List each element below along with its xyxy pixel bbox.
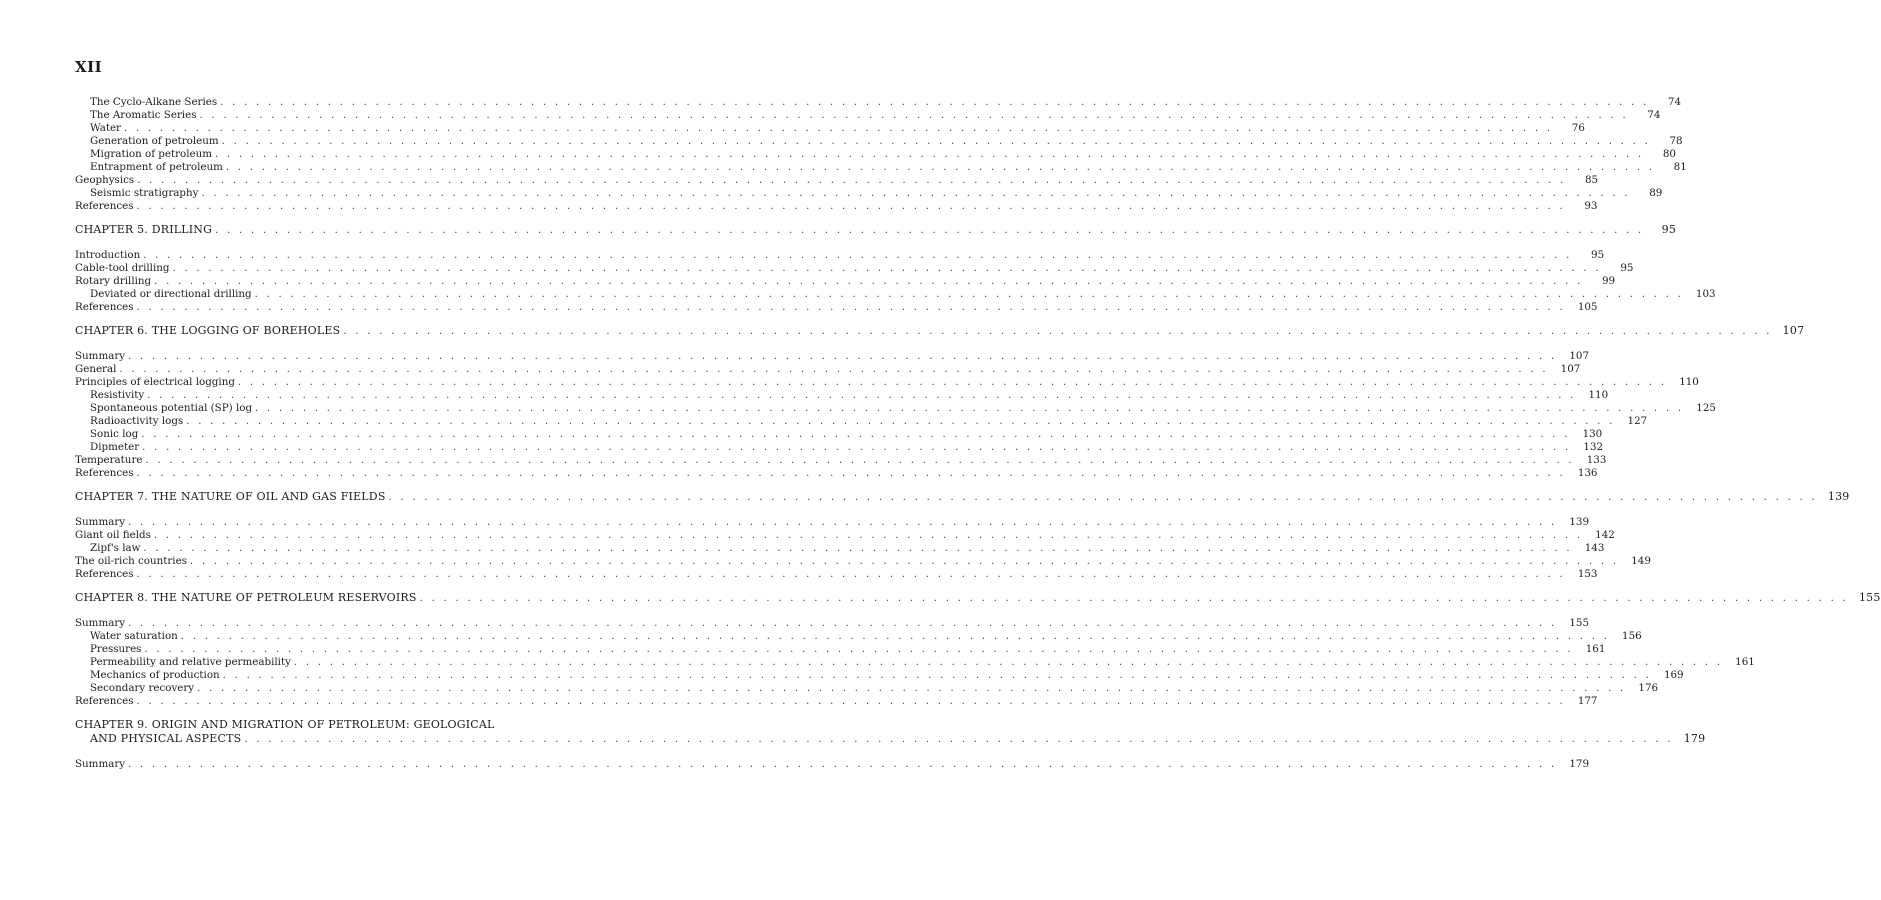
toc-entry-page: 149: [1631, 555, 1651, 567]
chapter-heading-line2: [75, 732, 1706, 746]
dot-leader: . . . . . . . . . . . . . . . . . . . . . . . . . . . . . . . . . . . . . . . . . . . . . . . . . . . . . . . . . . . . . . . . . . . . . . . . . . . . . . . . . . . . . . . . . . . . . . . . . . . . . . . . . . . . . . . . . . . . . . . .: [220, 97, 1650, 108]
toc-entry-page: 95: [1620, 262, 1634, 274]
toc-entry-page: 130: [1582, 428, 1603, 440]
toc-entry: [75, 669, 1684, 682]
toc-entry-title: Summary: [75, 516, 126, 528]
toc-entry-title: Temperature: [75, 454, 143, 466]
toc-entry-page: 80: [1662, 148, 1676, 160]
toc-entry: [75, 568, 1598, 581]
dot-leader: . . . . . . . . . . . . . . . . . . . . . . . . . . . . . . . . . . . . . . . . . . . . . . . . . . . . . . . . . . . . . . . . . . . . . . . . . . . . . . . . . . . . . . . . . . . . . . . . . . . . . . . . . . . . . . . . . . . . . . . .: [119, 364, 1549, 375]
dot-leader: . . . . . . . . . . . . . . . . . . . . . . . . . . . . . . . . . . . . . . . . . . . . . . . . . . . . . . . . . . . . . . . . . . . . . . . . . . . . . . . . . . . . . . . . . . . . . . . . . . . . . . . . . . . . . . . . . . . . . . . .: [254, 289, 1684, 300]
toc-entry: [75, 617, 1590, 630]
toc-entry-title: Summary: [75, 617, 126, 629]
toc-entry-title: The Aromatic Series: [90, 109, 197, 121]
toc-entry-page: 89: [1649, 187, 1663, 199]
toc-entry-title: The oil-rich countries: [75, 555, 187, 567]
toc-entry-page: 105: [1577, 301, 1598, 313]
dot-leader: . . . . . . . . . . . . . . . . . . . . . . . . . . . . . . . . . . . . . . . . . . . . . . . . . . . . . . . . . . . . . . . . . . . . . . . . . . . . . . . . . . . . . . . . . . . . . . . . . . . . . . . . . . . . . . . . . . . . . . . .: [128, 351, 1558, 362]
toc-entry: [75, 376, 1699, 389]
toc-entry-page: 93: [1584, 200, 1598, 212]
dot-leader: . . . . . . . . . . . . . . . . . . . . . . . . . . . . . . . . . . . . . . . . . . . . . . . . . . . . . . . . . . . . . . . . . . . . . . . . . . . . . . . . . . . . . . . . . . . . . . . . . . . . . . . . . . . . . . . . . . . . . . . .: [293, 657, 1723, 668]
toc-entry-page: 76: [1571, 122, 1585, 134]
dot-leader: . . . . . . . . . . . . . . . . . . . . . . . . . . . . . . . . . . . . . . . . . . . . . . . . . . . . . . . . . . . . . . . . . . . . . . . . . . . . . . . . . . . . . . . . . . . . . . . . . . . . . . . . . . . . . . . . . . . . . . . .: [199, 110, 1629, 121]
toc-entry-title: AND PHYSICAL ASPECTS: [90, 732, 242, 745]
toc-entry-page: 179: [1569, 758, 1590, 770]
toc-entry-title: Cable-tool drilling: [75, 262, 170, 274]
toc-entry: [75, 415, 1648, 428]
toc-entry-page: 176: [1638, 682, 1659, 694]
toc-entry-page: 136: [1577, 467, 1598, 479]
toc-entry: [75, 288, 1716, 301]
toc-entry-title: Zipf's law: [90, 542, 141, 554]
table-of-contents: [75, 96, 1881, 771]
toc-entry: [75, 402, 1716, 415]
dot-leader: . . . . . . . . . . . . . . . . . . . . . . . . . . . . . . . . . . . . . . . . . . . . . . . . . . . . . . . . . . . . . . . . . . . . . . . . . . . . . . . . . . . . . . . . . . . . . . . . . . . . . . . . . . . . . . . . . . . . . . . .: [201, 188, 1631, 199]
toc-entry-page: 95: [1591, 249, 1605, 261]
toc-entry-title: Deviated or directional drilling: [90, 288, 252, 300]
toc-entry: [75, 441, 1604, 454]
toc-entry: [75, 262, 1634, 275]
toc-entry-title: References: [75, 200, 134, 212]
dot-leader: . . . . . . . . . . . . . . . . . . . . . . . . . . . . . . . . . . . . . . . . . . . . . . . . . . . . . . . . . . . . . . . . . . . . . . . . . . . . . . . . . . . . . . . . . . . . . . . . . . . . . . . . . . . . . . . . . . . . . . . .: [137, 175, 1567, 186]
dot-leader: . . . . . . . . . . . . . . . . . . . . . . . . . . . . . . . . . . . . . . . . . . . . . . . . . . . . . . . . . . . . . . . . . . . . . . . . . . . . . . . . . . . . . . . . . . . . . . . . . . . . . . . . . . . . . . . . . . . . . . . .: [143, 250, 1573, 261]
toc-entry-title: References: [75, 568, 134, 580]
toc-entry: [75, 275, 1616, 288]
toc-entry: [75, 758, 1590, 771]
dot-leader: . . . . . . . . . . . . . . . . . . . . . . . . . . . . . . . . . . . . . . . . . . . . . . . . . . . . . . . . . . . . . . . . . . . . . . . . . . . . . . . . . . . . . . . . . . . . . . . . . . . . . . . . . . . . . . . . . . . . . . . .: [143, 543, 1573, 554]
dot-leader: . . . . . . . . . . . . . . . . . . . . . . . . . . . . . . . . . . . . . . . . . . . . . . . . . . . . . . . . . . . . . . . . . . . . . . . . . . . . . . . . . . . . . . . . . . . . . . . . . . . . . . . . . . . . . . . . . . . . . . . .: [255, 403, 1684, 414]
toc-entry-page: 78: [1669, 135, 1683, 147]
toc-entry: [75, 389, 1609, 402]
toc-entry-page: 177: [1577, 695, 1598, 707]
dot-leader: . . . . . . . . . . . . . . . . . . . . . . . . . . . . . . . . . . . . . . . . . . . . . . . . . . . . . . . . . . . . . . . . . . . . . . . . . . . . . . . . . . . . . . . . . . . . . . . . . . . . . . . . . . . . . . . . . . . . . . . .: [388, 492, 1818, 503]
toc-entry-title: References: [75, 467, 134, 479]
toc-entry-page: 125: [1696, 402, 1716, 414]
toc-entry-title: General: [75, 363, 117, 375]
toc-entry-page: 155: [1858, 591, 1881, 604]
dot-leader: . . . . . . . . . . . . . . . . . . . . . . . . . . . . . . . . . . . . . . . . . . . . . . . . . . . . . . . . . . . . . . . . . . . . . . . . . . . . . . . . . . . . . . . . . . . . . . . . . . . . . . . . . . . . . . . . . . . . . . . .: [172, 263, 1602, 274]
dot-leader: . . . . . . . . . . . . . . . . . . . . . . . . . . . . . . . . . . . . . . . . . . . . . . . . . . . . . . . . . . . . . . . . . . . . . . . . . . . . . . . . . . . . . . . . . . . . . . . . . . . . . . . . . . . . . . . . . . . . . . . .: [153, 530, 1583, 541]
toc-entry-title: CHAPTER 8. THE NATURE OF PETROLEUM RESERVOIRS: [75, 591, 417, 604]
dot-leader: . . . . . . . . . . . . . . . . . . . . . . . . . . . . . . . . . . . . . . . . . . . . . . . . . . . . . . . . . . . . . . . . . . . . . . . . . . . . . . . . . . . . . . . . . . . . . . . . . . . . . . . . . . . . . . . . . . . . . . . .: [128, 517, 1558, 528]
toc-entry: [75, 454, 1607, 467]
toc-entry-page: 81: [1673, 161, 1687, 173]
toc-entry: [75, 187, 1663, 200]
chapter-heading: [75, 223, 1677, 237]
toc-entry-page: 142: [1595, 529, 1615, 541]
dot-leader: . . . . . . . . . . . . . . . . . . . . . . . . . . . . . . . . . . . . . . . . . . . . . . . . . . . . . . . . . . . . . . . . . . . . . . . . . . . . . . . . . . . . . . . . . . . . . . . . . . . . . . . . . . . . . . . . . . . . . . . .: [136, 468, 1566, 479]
toc-entry-title: Secondary recovery: [90, 682, 195, 694]
toc-entry-title: Permeability and relative permeability: [90, 656, 291, 668]
toc-entry-title: Principles of electrical logging: [75, 376, 235, 388]
toc-entry-page: 153: [1577, 568, 1598, 580]
toc-entry: [75, 135, 1683, 148]
toc-entry-title: Mechanics of production: [90, 669, 220, 681]
dot-leader: . . . . . . . . . . . . . . . . . . . . . . . . . . . . . . . . . . . . . . . . . . . . . . . . . . . . . . . . . . . . . . . . . . . . . . . . . . . . . . . . . . . . . . . . . . . . . . . . . . . . . . . . . . . . . . . . . . . . . . . .: [215, 149, 1644, 160]
toc-entry-title: Migration of petroleum: [90, 148, 213, 160]
toc-entry: [75, 630, 1642, 643]
toc-entry-page: 156: [1622, 630, 1642, 642]
toc-entry: [75, 148, 1676, 161]
dot-leader: . . . . . . . . . . . . . . . . . . . . . . . . . . . . . . . . . . . . . . . . . . . . . . . . . . . . . . . . . . . . . . . . . . . . . . . . . . . . . . . . . . . . . . . . . . . . . . . . . . . . . . . . . . . . . . . . . . . . . . . .: [142, 442, 1572, 453]
toc-entry-title: References: [75, 695, 134, 707]
toc-entry-page: 110: [1679, 376, 1699, 388]
toc-entry-page: 103: [1695, 288, 1716, 300]
toc-entry-page: 107: [1560, 363, 1581, 375]
toc-entry-title: Dipmeter: [90, 441, 140, 453]
toc-entry: [75, 350, 1590, 363]
toc-entry-page: 107: [1782, 324, 1805, 337]
toc-entry-page: 95: [1661, 223, 1677, 236]
dot-leader: . . . . . . . . . . . . . . . . . . . . . . . . . . . . . . . . . . . . . . . . . . . . . . . . . . . . . . . . . . . . . . . . . . . . . . . . . . . . . . . . . . . . . . . . . . . . . . . . . . . . . . . . . . . . . . . . . . . . . . . .: [154, 276, 1584, 287]
dot-leader: . . . . . . . . . . . . . . . . . . . . . . . . . . . . . . . . . . . . . . . . . . . . . . . . . . . . . . . . . . . . . . . . . . . . . . . . . . . . . . . . . . . . . . . . . . . . . . . . . . . . . . . . . . . . . . . . . . . . . . . .: [221, 136, 1651, 147]
toc-entry-title: Sonic log: [90, 428, 139, 440]
chapter-heading: [75, 591, 1881, 605]
toc-entry: [75, 643, 1606, 656]
dot-leader: . . . . . . . . . . . . . . . . . . . . . . . . . . . . . . . . . . . . . . . . . . . . . . . . . . . . . . . . . . . . . . . . . . . . . . . . . . . . . . . . . . . . . . . . . . . . . . . . . . . . . . . . . . . . . . . . . . . . . . . .: [244, 734, 1674, 745]
toc-entry-page: 179: [1683, 732, 1706, 745]
toc-entry: [75, 542, 1605, 555]
toc-entry-title: Giant oil fields: [75, 529, 151, 541]
dot-leader: . . . . . . . . . . . . . . . . . . . . . . . . . . . . . . . . . . . . . . . . . . . . . . . . . . . . . . . . . . . . . . . . . . . . . . . . . . . . . . . . . . . . . . . . . . . . . . . . . . . . . . . . . . . . . . . . . . . . . . . .: [144, 644, 1574, 655]
toc-entry-page: 99: [1601, 275, 1616, 287]
dot-leader: . . . . . . . . . . . . . . . . . . . . . . . . . . . . . . . . . . . . . . . . . . . . . . . . . . . . . . . . . . . . . . . . . . . . . . . . . . . . . . . . . . . . . . . . . . . . . . . . . . . . . . . . . . . . . . . . . . . . . . . .: [136, 302, 1566, 313]
toc-entry: [75, 428, 1603, 441]
dot-leader: . . . . . . . . . . . . . . . . . . . . . . . . . . . . . . . . . . . . . . . . . . . . . . . . . . . . . . . . . . . . . . . . . . . . . . . . . . . . . . . . . . . . . . . . . . . . . . . . . . . . . . . . . . . . . . . . . . . . . . . .: [128, 618, 1558, 629]
dot-leader: . . . . . . . . . . . . . . . . . . . . . . . . . . . . . . . . . . . . . . . . . . . . . . . . . . . . . . . . . . . . . . . . . . . . . . . . . . . . . . . . . . . . . . . . . . . . . . . . . . . . . . . . . . . . . . . . . . . . . . . .: [145, 455, 1575, 466]
toc-entry: [75, 682, 1659, 695]
toc-entry-title: Pressures: [90, 643, 142, 655]
dot-leader: . . . . . . . . . . . . . . . . . . . . . . . . . . . . . . . . . . . . . . . . . . . . . . . . . . . . . . . . . . . . . . . . . . . . . . . . . . . . . . . . . . . . . . . . . . . . . . . . . . . . . . . . . . . . . . . . . . . . . . . .: [141, 429, 1571, 440]
toc-entry: [75, 467, 1598, 480]
toc-entry-title: CHAPTER 6. THE LOGGING OF BOREHOLES: [75, 324, 341, 337]
chapter-heading-line1: CHAPTER 9. ORIGIN AND MIGRATION OF PETROLEUM: GEOLOGICAL: [75, 718, 495, 731]
toc-entry-page: 74: [1647, 109, 1661, 121]
chapter-heading: [75, 490, 1850, 504]
dot-leader: . . . . . . . . . . . . . . . . . . . . . . . . . . . . . . . . . . . . . . . . . . . . . . . . . . . . . . . . . . . . . . . . . . . . . . . . . . . . . . . . . . . . . . . . . . . . . . . . . . . . . . . . . . . . . . . . . . . . . . . .: [189, 556, 1619, 567]
dot-leader: . . . . . . . . . . . . . . . . . . . . . . . . . . . . . . . . . . . . . . . . . . . . . . . . . . . . . . . . . . . . . . . . . . . . . . . . . . . . . . . . . . . . . . . . . . . . . . . . . . . . . . . . . . . . . . . . . . . . . . . .: [147, 390, 1577, 401]
toc-entry-page: 132: [1583, 441, 1604, 453]
dot-leader: . . . . . . . . . . . . . . . . . . . . . . . . . . . . . . . . . . . . . . . . . . . . . . . . . . . . . . . . . . . . . . . . . . . . . . . . . . . . . . . . . . . . . . . . . . . . . . . . . . . . . . . . . . . . . . . . . . . . . . . .: [419, 593, 1849, 604]
dot-leader: . . . . . . . . . . . . . . . . . . . . . . . . . . . . . . . . . . . . . . . . . . . . . . . . . . . . . . . . . . . . . . . . . . . . . . . . . . . . . . . . . . . . . . . . . . . . . . . . . . . . . . . . . . . . . . . . . . . . . . . .: [222, 670, 1652, 681]
toc-entry: [75, 200, 1598, 213]
dot-leader: . . . . . . . . . . . . . . . . . . . . . . . . . . . . . . . . . . . . . . . . . . . . . . . . . . . . . . . . . . . . . . . . . . . . . . . . . . . . . . . . . . . . . . . . . . . . . . . . . . . . . . . . . . . . . . . . . . . . . . . .: [136, 696, 1566, 707]
toc-entry-page: 143: [1584, 542, 1605, 554]
toc-entry-page: 107: [1569, 350, 1590, 362]
toc-entry-title: CHAPTER 5. DRILLING: [75, 223, 213, 236]
toc-entry: [75, 161, 1687, 174]
toc-entry-title: Resistivity: [90, 389, 145, 401]
toc-entry-title: Generation of petroleum: [90, 135, 219, 147]
toc-entry: [75, 555, 1651, 568]
toc-entry-page: 139: [1569, 516, 1590, 528]
toc-entry-page: 110: [1588, 389, 1609, 401]
toc-entry-title: The Cyclo-Alkane Series: [90, 96, 218, 108]
toc-entry-title: Water: [90, 122, 121, 134]
toc-entry-page: 74: [1667, 96, 1682, 108]
dot-leader: . . . . . . . . . . . . . . . . . . . . . . . . . . . . . . . . . . . . . . . . . . . . . . . . . . . . . . . . . . . . . . . . . . . . . . . . . . . . . . . . . . . . . . . . . . . . . . . . . . . . . . . . . . . . . . . . . . . . . . . .: [136, 201, 1566, 212]
toc-entry-title: Entrapment of petroleum: [90, 161, 223, 173]
dot-leader: . . . . . . . . . . . . . . . . . . . . . . . . . . . . . . . . . . . . . . . . . . . . . . . . . . . . . . . . . . . . . . . . . . . . . . . . . . . . . . . . . . . . . . . . . . . . . . . . . . . . . . . . . . . . . . . . . . . . . . . .: [343, 326, 1773, 337]
toc-entry-page: 133: [1586, 454, 1607, 466]
toc-entry-title: Seismic stratigraphy: [90, 187, 199, 199]
toc-entry: [75, 249, 1605, 262]
toc-entry-title: Rotary drilling: [75, 275, 152, 287]
toc-entry-title: Water saturation: [90, 630, 178, 642]
toc-entry: [75, 174, 1599, 187]
toc-entry-page: 161: [1735, 656, 1755, 668]
dot-leader: . . . . . . . . . . . . . . . . . . . . . . . . . . . . . . . . . . . . . . . . . . . . . . . . . . . . . . . . . . . . . . . . . . . . . . . . . . . . . . . . . . . . . . . . . . . . . . . . . . . . . . . . . . . . . . . . . . . . . . . .: [180, 631, 1610, 642]
toc-entry: [75, 656, 1755, 669]
page-number: XII: [75, 58, 103, 76]
dot-leader: . . . . . . . . . . . . . . . . . . . . . . . . . . . . . . . . . . . . . . . . . . . . . . . . . . . . . . . . . . . . . . . . . . . . . . . . . . . . . . . . . . . . . . . . . . . . . . . . . . . . . . . . . . . . . . . . . . . . . . . .: [237, 377, 1667, 388]
toc-entry: [75, 516, 1590, 529]
toc-entry-page: 127: [1627, 415, 1648, 427]
dot-leader: . . . . . . . . . . . . . . . . . . . . . . . . . . . . . . . . . . . . . . . . . . . . . . . . . . . . . . . . . . . . . . . . . . . . . . . . . . . . . . . . . . . . . . . . . . . . . . . . . . . . . . . . . . . . . . . . . . . . . . . .: [197, 683, 1627, 694]
dot-leader: . . . . . . . . . . . . . . . . . . . . . . . . . . . . . . . . . . . . . . . . . . . . . . . . . . . . . . . . . . . . . . . . . . . . . . . . . . . . . . . . . . . . . . . . . . . . . . . . . . . . . . . . . . . . . . . . . . . . . . . .: [136, 569, 1566, 580]
toc-entry-title: Summary: [75, 758, 126, 770]
toc-entry: [75, 109, 1661, 122]
dot-leader: . . . . . . . . . . . . . . . . . . . . . . . . . . . . . . . . . . . . . . . . . . . . . . . . . . . . . . . . . . . . . . . . . . . . . . . . . . . . . . . . . . . . . . . . . . . . . . . . . . . . . . . . . . . . . . . . . . . . . . . .: [186, 416, 1616, 427]
toc-entry-page: 169: [1663, 669, 1684, 681]
chapter-heading: [75, 324, 1805, 338]
toc-entry: [75, 122, 1585, 135]
toc-entry-title: Spontaneous potential (SP) log: [90, 402, 253, 414]
toc-entry-page: 85: [1585, 174, 1599, 186]
toc-entry-title: Introduction: [75, 249, 141, 261]
dot-leader: . . . . . . . . . . . . . . . . . . . . . . . . . . . . . . . . . . . . . . . . . . . . . . . . . . . . . . . . . . . . . . . . . . . . . . . . . . . . . . . . . . . . . . . . . . . . . . . . . . . . . . . . . . . . . . . . . . . . . . . .: [128, 759, 1558, 770]
toc-entry-page: 139: [1827, 490, 1850, 503]
chapter-heading: [75, 718, 1706, 746]
toc-entry-title: Radioactivity logs: [90, 415, 184, 427]
dot-leader: . . . . . . . . . . . . . . . . . . . . . . . . . . . . . . . . . . . . . . . . . . . . . . . . . . . . . . . . . . . . . . . . . . . . . . . . . . . . . . . . . . . . . . . . . . . . . . . . . . . . . . . . . . . . . . . . . . . . . . . .: [225, 162, 1655, 173]
toc-entry-title: Geophysics: [75, 174, 135, 186]
toc-entry-page: 161: [1585, 643, 1606, 655]
dot-leader: . . . . . . . . . . . . . . . . . . . . . . . . . . . . . . . . . . . . . . . . . . . . . . . . . . . . . . . . . . . . . . . . . . . . . . . . . . . . . . . . . . . . . . . . . . . . . . . . . . . . . . . . . . . . . . . . . . . . . . . .: [123, 123, 1553, 134]
toc-entry: [75, 96, 1682, 109]
toc-entry-title: Summary: [75, 350, 126, 362]
toc-entry: [75, 363, 1581, 376]
toc-entry: [75, 695, 1598, 708]
dot-leader: . . . . . . . . . . . . . . . . . . . . . . . . . . . . . . . . . . . . . . . . . . . . . . . . . . . . . . . . . . . . . . . . . . . . . . . . . . . . . . . . . . . . . . . . . . . . . . . . . . . . . . . . . . . . . . . . . . . . . . . .: [215, 225, 1645, 236]
toc-entry-title: References: [75, 301, 134, 313]
toc-entry: [75, 301, 1598, 314]
toc-entry-title: CHAPTER 7. THE NATURE OF OIL AND GAS FIELDS: [75, 490, 386, 503]
toc-entry: [75, 529, 1615, 542]
toc-entry-page: 155: [1569, 617, 1590, 629]
